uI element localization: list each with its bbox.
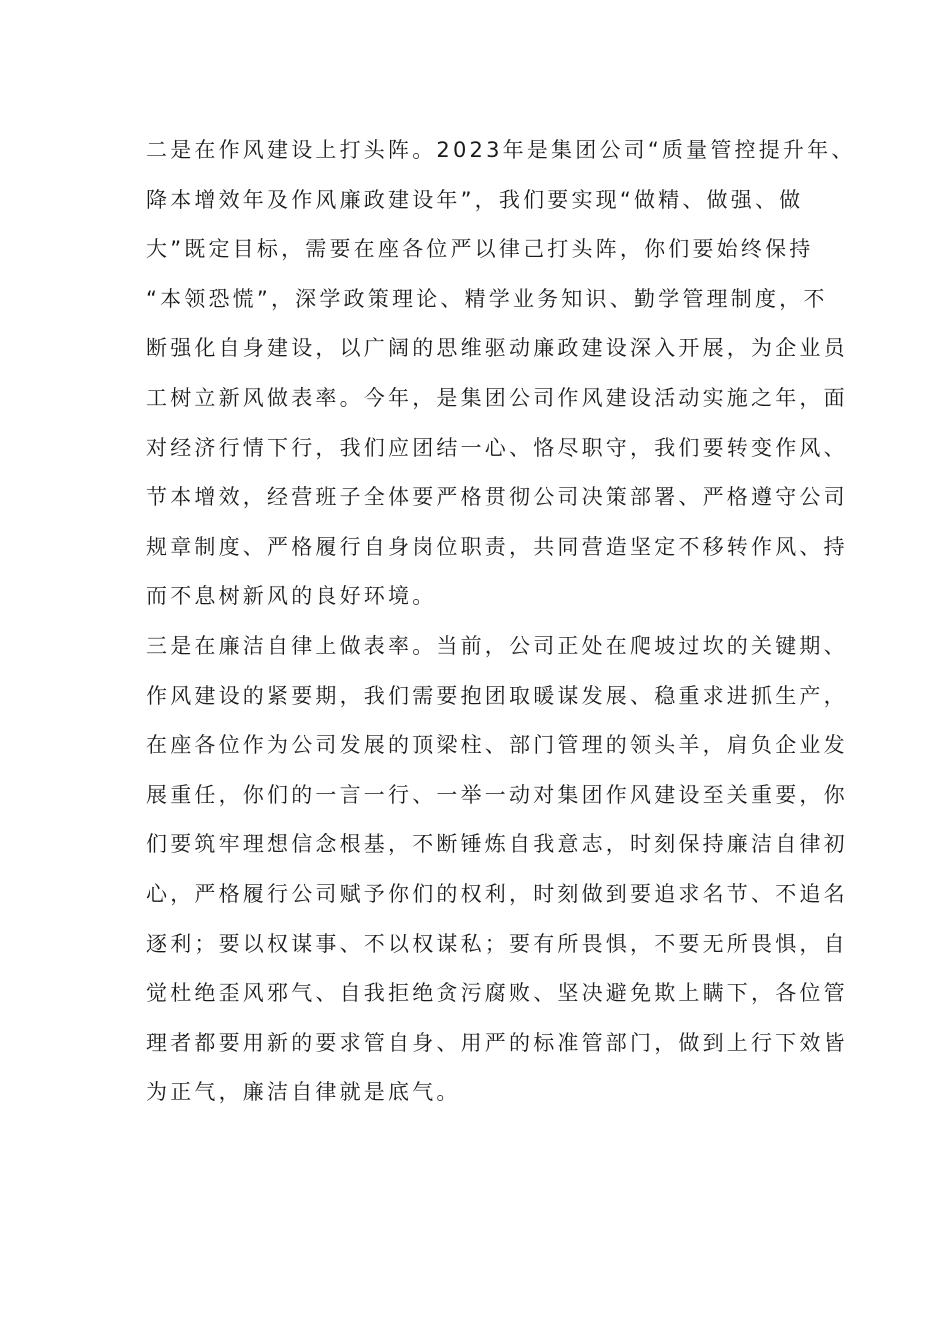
text-line: “本领恐慌”，深学政策理论、精学业务知识、勤学管理制度，不 — [146, 286, 828, 311]
text-line: 断强化自身建设，以广阔的思维驱动廉政建设深入开展，为企业员 — [146, 336, 848, 361]
text-line: 逐利；要以权谋事、不以权谋私；要有所畏惧，不要无所畏惧，自 — [146, 931, 848, 956]
text-line: 三是在廉洁自律上做表率。当前，公司正处在爬坡过坎的关键期、 — [146, 633, 848, 658]
document-body — [146, 126, 856, 1118]
text-line: 们要筑牢理想信念根基，不断锤炼自我意志，时刻保持廉洁自律初 — [146, 832, 848, 857]
text-line: 二是在作风建设上打头阵。2023年是集团公司“质量管控提升年、 — [146, 138, 856, 162]
text-line: 节本增效，经营班子全体要严格贯彻公司决策部署、严格遵守公司 — [146, 485, 848, 510]
text-line: 作风建设的紧要期，我们需要抱团取暖谋发展、稳重求进抓生产， — [146, 683, 848, 708]
paragraph-integrity — [146, 622, 848, 1118]
text-line: 在座各位作为公司发展的顶梁柱、部门管理的领头羊，肩负企业发 — [146, 733, 848, 758]
text-line: 工树立新风做表率。今年，是集团公司作风建设活动实施之年，面 — [146, 385, 848, 410]
paragraph-work-style — [146, 126, 856, 622]
text-line: 心，严格履行公司赋予你们的权利，时刻做到要追求名节、不追名 — [146, 881, 848, 906]
text-line: 理者都要用新的要求管自身、用严的标准管部门，做到上行下效皆 — [146, 1030, 848, 1055]
text-line: 规章制度、严格履行自身岗位职责，共同营造坚定不移转作风、持 — [146, 534, 848, 559]
text-line: 而不息树新风的良好环境。 — [146, 584, 437, 609]
text-line: 降本增效年及作风廉政建设年”，我们要实现“做精、做强、做 — [146, 187, 804, 212]
text-line: 大”既定目标，需要在座各位严以律己打头阵，你们要始终保持 — [146, 237, 814, 262]
text-line: 为正气，廉洁自律就是底气。 — [146, 1080, 461, 1105]
text-line: 对经济行情下行，我们应团结一心、恪尽职守，我们要转变作风、 — [146, 435, 848, 460]
text-line: 觉杜绝歪风邪气、自我拒绝贪污腐败、坚决避免欺上瞒下，各位管 — [146, 981, 848, 1006]
text-line: 展重任，你们的一言一行、一举一动对集团作风建设至关重要，你 — [146, 782, 848, 807]
